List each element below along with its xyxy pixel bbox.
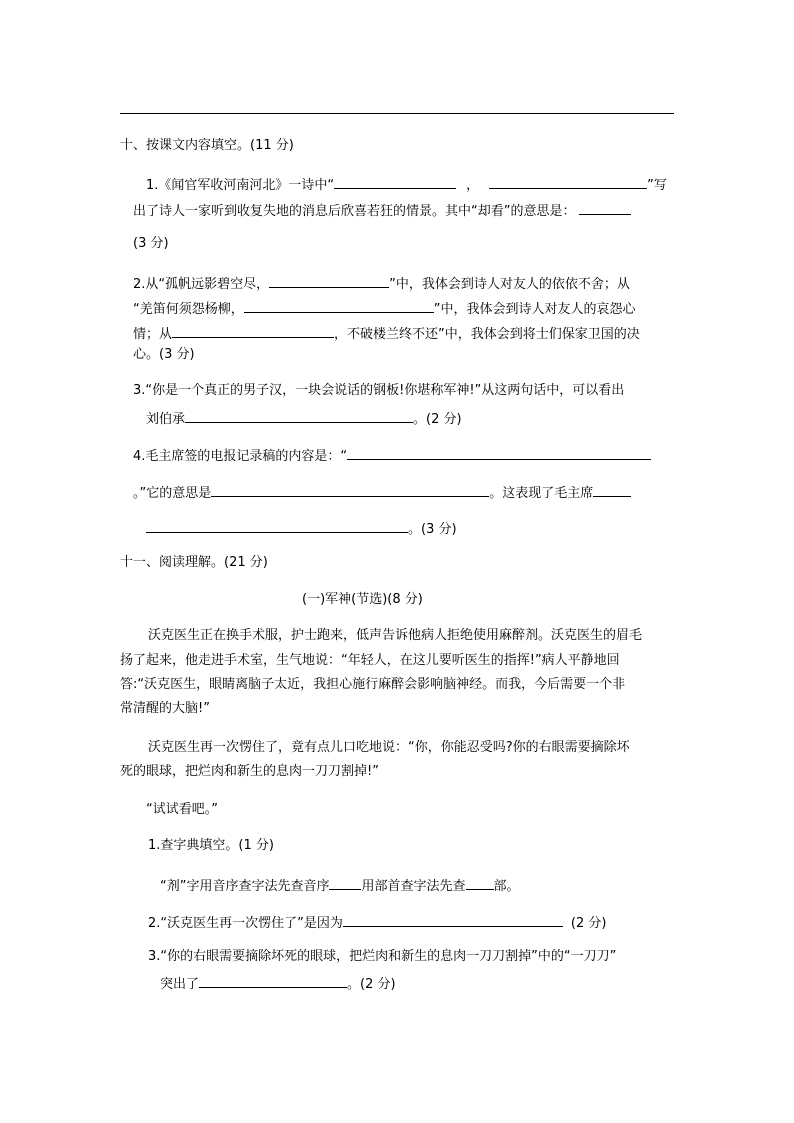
q10-2-blank-1[interactable]	[269, 273, 389, 288]
q10-2-text-e: 情；从	[133, 327, 173, 342]
q11-2-blank[interactable]	[343, 912, 563, 927]
q10-2-text-f: ，不破楼兰终不还”中，我体会到将士们保家卫国的决	[334, 327, 640, 342]
passage-p1-line4: 常清醒的大脑!”	[120, 701, 210, 716]
q10-1-text-line2: 出了诗人一家听到收复失地的消息后欣喜若狂的情景。其中“却看”的意思是：	[133, 204, 576, 219]
q10-1-text-b: ，	[466, 178, 480, 193]
q10-1-blank-1[interactable]	[334, 174, 456, 189]
q10-4-text-b: 。”它的意思是	[133, 486, 212, 501]
q11-3-text-c: 。(2 分)	[347, 977, 396, 992]
q10-1-blank-3[interactable]	[579, 200, 631, 215]
header-rule	[120, 113, 674, 114]
q11-1-text-b: 用部首查字法先查	[361, 879, 466, 894]
q11-3-text-b: 突出了	[160, 977, 200, 992]
passage-p3: “试试看吧。”	[146, 802, 218, 817]
q11-1-text-a: “剂”字用音序查字法先查音序	[160, 879, 330, 894]
q11-1-text-c: 部。	[493, 879, 520, 894]
q10-1-text-a: 1.《闻官军收河南河北》一诗中“	[146, 178, 335, 193]
q10-2-blank-2[interactable]	[244, 298, 434, 313]
q10-4-blank-3[interactable]	[593, 482, 631, 497]
q10-2-blank-3[interactable]	[172, 323, 334, 338]
q10-4-blank-4[interactable]	[146, 518, 408, 533]
q11-1-blank-2[interactable]	[466, 875, 494, 890]
q10-2-line2	[133, 298, 636, 318]
q10-1-blank-2[interactable]	[489, 174, 647, 189]
q10-4-text-a: 4.毛主席签的电报记录稿的内容是：“	[133, 449, 348, 464]
passage-p1-line2: 扬了起来，他走进手术室，生气地说：“年轻人，在这儿要听医生的指挥!”病人平静地回	[120, 653, 620, 668]
passage-p1-line1: 沃克医生正在换手术服，护士跑来，低声告诉他病人拒绝使用麻醉剂。沃克医生的眉毛	[148, 628, 643, 643]
q10-1-text-c: ”写	[647, 178, 667, 193]
q10-3-text-b: 刘伯承	[146, 412, 186, 427]
q10-3-line1: 3.“你是一个真正的男子汉，一块会说话的钢板!你堪称军神!”从这两句话中，可以看出	[133, 383, 625, 398]
section-10-heading: 十、按课文内容填空。(11 分)	[120, 138, 294, 153]
q10-2-line1	[133, 273, 630, 293]
q11-3-line2	[160, 973, 396, 993]
q10-1-score: (3 分)	[133, 236, 169, 251]
q10-4-blank-1[interactable]	[347, 445, 651, 460]
q10-2-line4: 心。(3 分)	[133, 347, 195, 362]
q10-4-line3	[146, 518, 457, 538]
q10-2-text-a: 2.从“孤帆远影碧空尽，	[133, 277, 270, 292]
q11-3-blank[interactable]	[199, 973, 347, 988]
q11-1-blank-1[interactable]	[329, 875, 361, 890]
q10-2-text-d: ”中，我体会到诗人对友人的哀怨心	[433, 302, 636, 317]
q10-4-text-d: 。(3 分)	[408, 522, 457, 537]
q11-3-line1: 3.“你的右眼需要摘除坏死的眼球，把烂肉和新生的息肉一刀刀割掉”中的“一刀刀”	[148, 949, 617, 964]
q11-1-line	[160, 875, 520, 895]
passage-p2-line2: 死的眼球，把烂肉和新生的息肉一刀刀割掉!”	[120, 764, 379, 779]
q10-2-text-c: “羌笛何须怨杨柳，	[133, 302, 244, 317]
q11-2-line	[148, 912, 606, 932]
q11-2-text-b: (2 分)	[570, 916, 607, 931]
q10-2-line3	[133, 323, 640, 343]
q10-4-line1	[133, 445, 651, 465]
passage-p2-line1: 沃克医生再一次愣住了，竟有点儿口吃地说：“你，你能忍受吗?你的右眼需要摘除坏	[148, 740, 630, 755]
section-11-heading: 十一、阅读理解。(21 分)	[120, 555, 268, 570]
q10-4-line2	[133, 482, 631, 502]
q10-3-blank[interactable]	[185, 408, 413, 423]
q10-1-line1	[146, 174, 667, 194]
q10-3-line2	[146, 408, 462, 428]
q10-3-text-c: 。(2 分)	[413, 412, 462, 427]
passage-p1-line3: 答:“沃克医生，眼睛离脑子太近，我担心施行麻醉会影响脑神经。而我，今后需要一个非	[120, 677, 626, 692]
passage-title: (一)军神(节选)(8 分)	[302, 592, 423, 607]
q10-4-text-c: 。这表现了毛主席	[489, 486, 594, 501]
q11-2-text-a: 2.“沃克医生再一次愣住了”是因为	[148, 916, 343, 931]
q10-4-blank-2[interactable]	[211, 482, 489, 497]
q10-2-text-b: ”中，我体会到诗人对友人的依依不舍；从	[389, 277, 630, 292]
q11-1-title: 1.查字典填空。(1 分)	[148, 838, 274, 853]
q10-1-line2	[133, 200, 631, 220]
